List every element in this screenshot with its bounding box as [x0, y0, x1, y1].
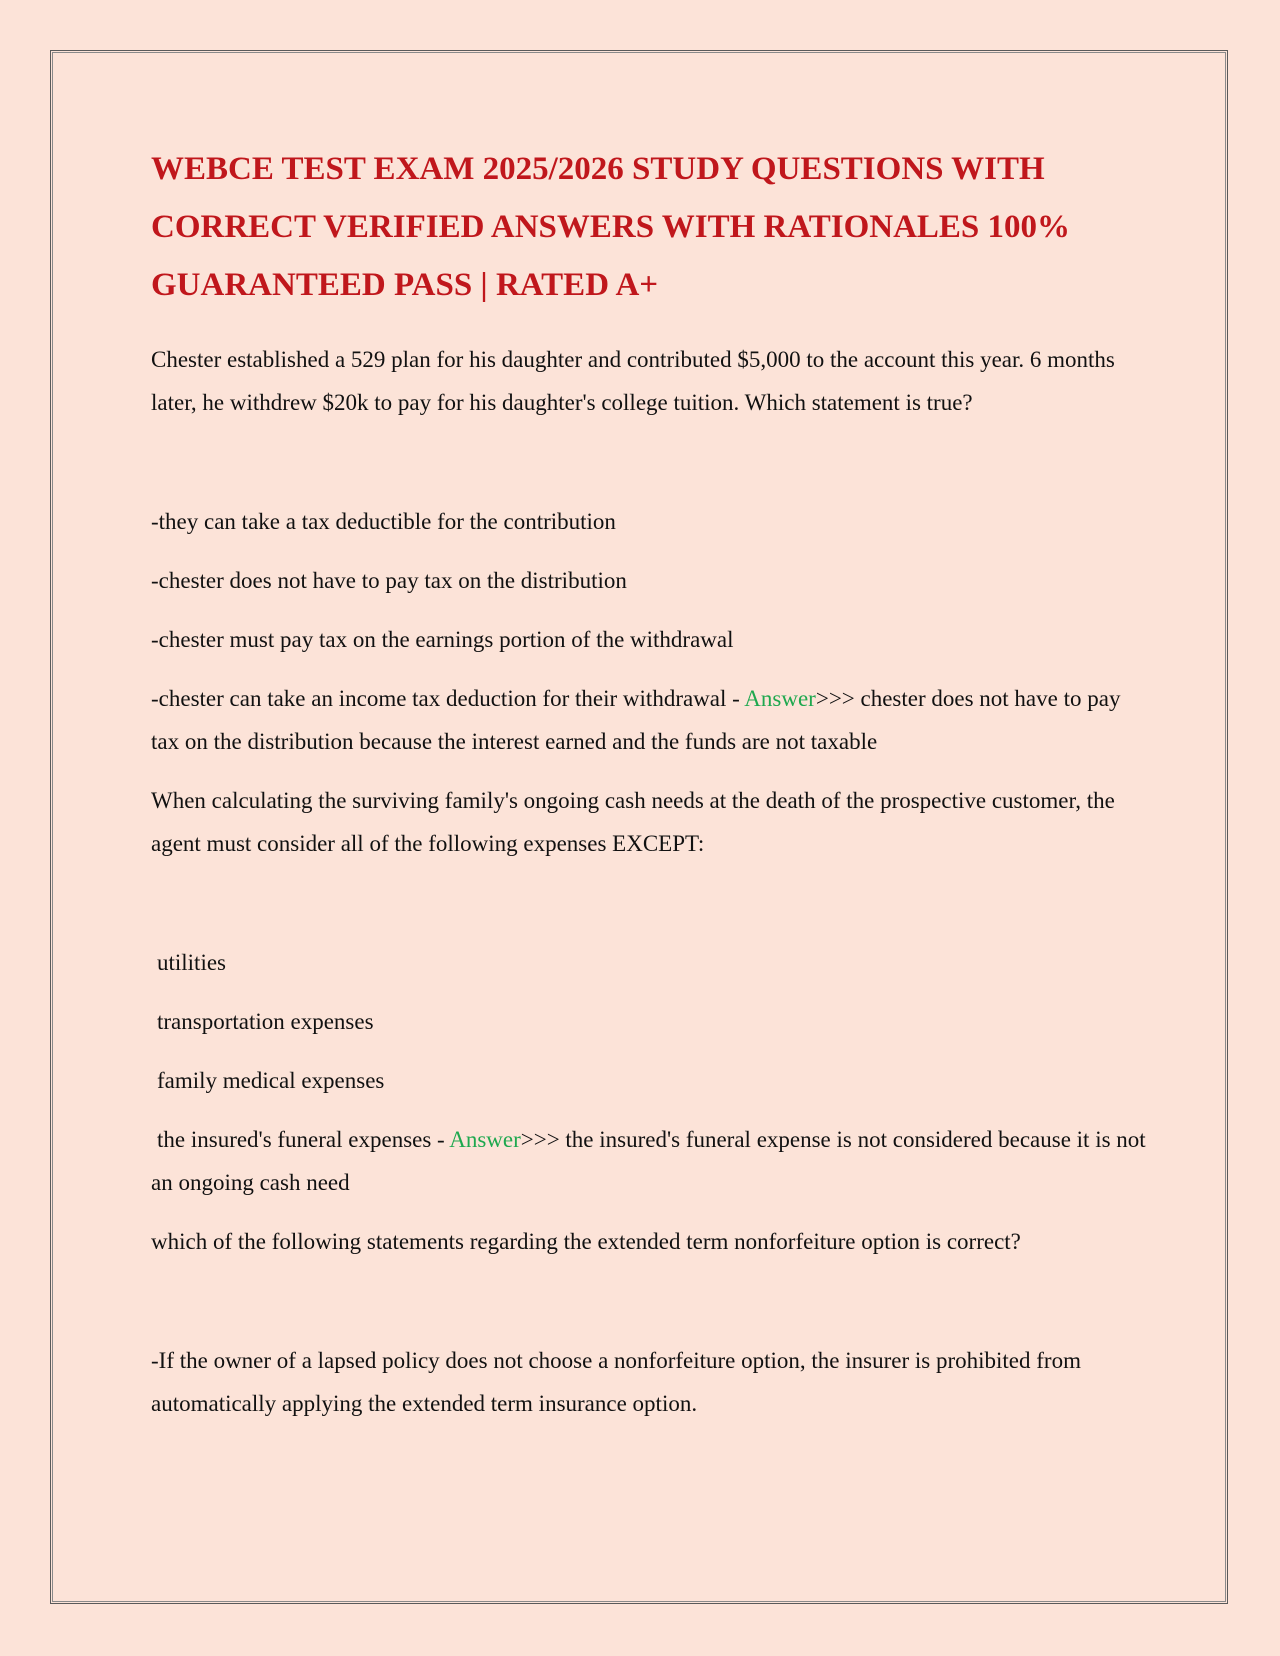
answer-rationale: >>> the insured's funeral expense is not considered because it is not an ongoing cash need: [151, 1127, 1146, 1195]
answer-option-with-answer: [151, 677, 1151, 763]
answer-marker: Answer: [449, 1127, 521, 1152]
answer-option-text: -chester can take an income tax deduction for their withdrawal -: [151, 686, 745, 711]
document-title: WEBCE TEST EXAM 2025/2026 STUDY QUESTIONS WITH CORRECT VERIFIED ANSWERS WITH RATIONALES 100% GUARANTEED PASS | RATED A+: [151, 151, 1071, 303]
question-text: which of the following statements regarding the extended term nonforfeiture option is correct?: [151, 1229, 1021, 1254]
question-text: Chester established a 529 plan for his daughter and contributed $5,000 to the account this year. 6 months later, he withdrew $20k to pay for his daughter's college tuition. Which statement is true?: [151, 347, 1115, 415]
answer-option-with-answer: [151, 1118, 1151, 1204]
spacer: [151, 440, 1151, 500]
answer-option: transportation expenses: [157, 1009, 374, 1034]
answer-marker: Answer: [744, 686, 816, 711]
answer-option: utilities: [157, 950, 226, 975]
spacer: [151, 1279, 1151, 1339]
answer-option: -they can take a tax deductible for the contribution: [151, 509, 616, 534]
question-text: When calculating the surviving family's ongoing cash needs at the death of the prospective customer, the agent must consider all of the following expenses EXCEPT:: [151, 788, 1115, 856]
document-body: [151, 140, 1151, 1441]
answer-option: -chester does not have to pay tax on the distribution: [151, 568, 627, 593]
answer-option: -chester must pay tax on the earnings portion of the withdrawal: [151, 627, 734, 652]
spacer: [151, 881, 1151, 941]
answer-rationale: >>> chester does not have to pay tax on the distribution because the interest earned and the funds are not taxable: [151, 686, 1121, 754]
answer-option-text: the insured's funeral expenses -: [157, 1127, 450, 1152]
answer-option: -If the owner of a lapsed policy does not choose a nonforfeiture option, the insurer is prohibited from automatically applying the extended term insurance option.: [151, 1348, 1081, 1416]
answer-option: family medical expenses: [157, 1068, 385, 1093]
